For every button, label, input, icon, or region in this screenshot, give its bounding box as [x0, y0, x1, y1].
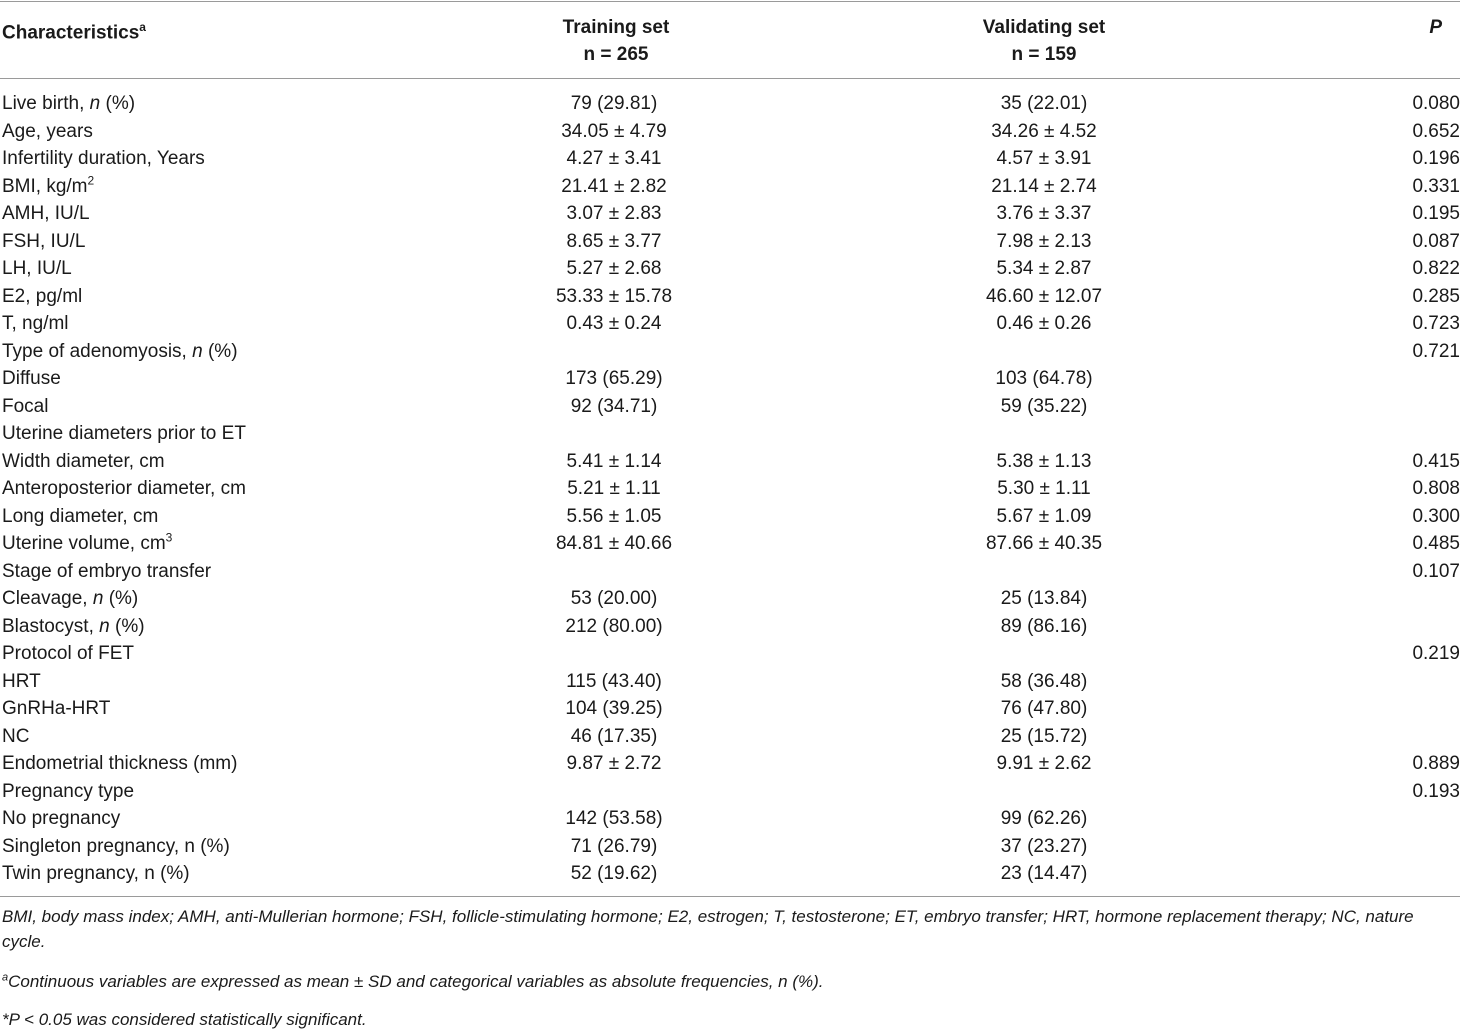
table-row	[0, 228, 1460, 256]
table-row	[0, 750, 1460, 778]
row-p-value: 0.808	[1412, 478, 1460, 499]
table-row	[0, 558, 1460, 586]
row-p-value: 0.822	[1412, 258, 1460, 279]
row-training-value: 212 (80.00)	[565, 615, 663, 637]
table-row	[0, 613, 1460, 641]
row-training-value: 5.41 ± 1.14	[566, 450, 662, 472]
table-row	[0, 393, 1460, 421]
row-p-value: 0.107	[1412, 560, 1460, 582]
row-training-value: 21.41 ± 2.82	[561, 175, 667, 197]
row-validating-value: 0.46 ± 0.26	[996, 313, 1092, 334]
row-characteristic: NC	[2, 725, 30, 747]
row-p-value: 0.196	[1412, 148, 1460, 169]
row-validating-value: 76 (47.80)	[1000, 698, 1088, 719]
table-row	[0, 448, 1460, 476]
table-row	[0, 503, 1460, 531]
row-validating-value: 5.34 ± 2.87	[996, 258, 1092, 279]
row-validating-value: 4.57 ± 3.91	[996, 148, 1092, 169]
row-validating-value: 58 (36.48)	[1000, 670, 1088, 692]
row-training-value: 46 (17.35)	[570, 725, 658, 747]
table-row	[0, 90, 1460, 118]
row-p-value: 0.652	[1412, 120, 1460, 142]
row-training-value: 173 (65.29)	[565, 368, 663, 389]
table-row	[0, 255, 1460, 283]
row-characteristic: Type of adenomyosis, n (%)	[2, 340, 238, 362]
row-training-value: 92 (34.71)	[570, 395, 658, 417]
row-validating-value: 46.60 ± 12.07	[985, 285, 1103, 307]
table-row	[0, 530, 1460, 558]
row-validating-value: 3.76 ± 3.37	[996, 203, 1092, 224]
row-validating-value: 21.14 ± 2.74	[991, 175, 1097, 197]
row-training-value: 53 (20.00)	[570, 588, 658, 609]
row-p-value: 0.889	[1412, 753, 1460, 774]
row-p-value: 0.415	[1412, 450, 1460, 472]
row-training-value: 8.65 ± 3.77	[566, 230, 662, 252]
row-characteristic: AMH, IU/L	[2, 203, 90, 224]
row-training-value: 34.05 ± 4.79	[561, 120, 667, 142]
row-training-value: 53.33 ± 15.78	[555, 285, 673, 307]
row-p-value: 0.080	[1412, 93, 1460, 114]
row-training-value: 5.21 ± 1.11	[567, 478, 661, 499]
table-row	[0, 420, 1460, 448]
row-characteristic: BMI, $kg/m^2$	[2, 173, 95, 197]
row-p-value: 0.485	[1412, 533, 1460, 554]
row-validating-value: 59 (35.22)	[1000, 395, 1088, 417]
row-validating-value: 103 (64.78)	[995, 368, 1093, 389]
row-training-value: 104 (39.25)	[565, 698, 663, 719]
row-p-value: 0.285	[1412, 285, 1460, 307]
row-p-value: 0.219	[1412, 643, 1460, 664]
row-training-value: 5.56 ± 1.05	[566, 505, 662, 527]
row-validating-value: 37 (23.27)	[1000, 835, 1088, 857]
row-validating-value: 99 (62.26)	[1000, 808, 1088, 829]
row-p-value: 0.193	[1412, 780, 1460, 802]
header-training-set: Training set n = 265	[562, 17, 670, 65]
table-body	[0, 90, 1460, 888]
row-training-value: 115 (43.40)	[566, 670, 662, 692]
table-row	[0, 723, 1460, 751]
row-training-value: 4.27 ± 3.41	[566, 148, 662, 169]
row-training-value: 84.81 ± 40.66	[555, 533, 673, 554]
table-top-rule	[0, 1, 1460, 2]
row-characteristic: E2, pg/ml	[2, 285, 83, 307]
table-row	[0, 475, 1460, 503]
row-training-value: 9.87 ± 2.72	[566, 753, 662, 774]
row-validating-value: 23 (14.47)	[1000, 863, 1088, 884]
row-validating-value: 34.26 ± 4.52	[991, 120, 1097, 142]
row-characteristic: Uterine diameters prior to ET	[2, 423, 246, 444]
row-p-value: 0.331	[1412, 175, 1460, 197]
row-p-value: 0.723	[1412, 313, 1460, 334]
table-row	[0, 338, 1460, 366]
table-row	[0, 640, 1460, 668]
header-validating-set: Validating set n = 159	[982, 17, 1106, 65]
table-row	[0, 365, 1460, 393]
table-row	[0, 833, 1460, 861]
row-characteristic: Long diameter, cm	[2, 505, 159, 527]
row-p-value: 0.721	[1412, 340, 1460, 362]
row-characteristic: Singleton pregnancy, n (%)	[2, 835, 230, 857]
row-training-value: 71 (26.79)	[570, 835, 658, 857]
table-row	[0, 145, 1460, 173]
row-characteristic: Width diameter, cm	[2, 450, 165, 472]
row-p-value: 0.195	[1412, 203, 1460, 224]
row-validating-value: 25 (15.72)	[1000, 725, 1088, 747]
row-characteristic: Live birth, n (%)	[2, 93, 136, 114]
row-characteristic: Uterine volume, $cm^3$	[2, 530, 173, 554]
row-validating-value: 5.30 ± 1.11	[997, 478, 1091, 499]
row-p-value: 0.087	[1412, 230, 1460, 252]
footnote-abbreviations: BMI, body mass index; AMH, anti-Mullerian hormone; FSH, follicle-stimulating hormone; E2, estrogen; T, testosterone; ET, embryo transfer; HRT, hormone replacement therapy; NC, nature cycle.	[2, 907, 1414, 951]
row-training-value: 142 (53.58)	[565, 808, 663, 829]
row-training-value: 79 (29.81)	[570, 93, 658, 114]
row-characteristic: FSH, IU/L	[2, 230, 86, 252]
table-row	[0, 860, 1460, 888]
row-characteristic: Twin pregnancy, n (%)	[2, 863, 190, 884]
header-p-value: P	[1429, 17, 1442, 38]
table-row	[0, 778, 1460, 806]
table-footnotes	[2, 904, 1458, 1032]
row-validating-value: 5.67 ± 1.09	[996, 505, 1092, 527]
table-header	[0, 14, 1460, 74]
row-p-value: 0.300	[1412, 505, 1460, 527]
row-training-value: 5.27 ± 2.68	[566, 258, 662, 279]
row-validating-value: 87.66 ± 40.35	[985, 533, 1103, 554]
row-characteristic: Infertility duration, Years	[2, 148, 205, 169]
row-training-value: 3.07 ± 2.83	[566, 203, 662, 224]
row-characteristic: GnRHa-HRT	[2, 698, 111, 719]
row-validating-value: 9.91 ± 2.62	[996, 753, 1092, 774]
row-characteristic: Stage of embryo transfer	[2, 560, 212, 582]
row-training-value: 52 (19.62)	[570, 863, 658, 884]
row-validating-value: 7.98 ± 2.13	[996, 230, 1092, 252]
header-bottom-rule	[0, 78, 1460, 79]
table-row	[0, 585, 1460, 613]
table-row	[0, 695, 1460, 723]
row-characteristic: No pregnancy	[2, 808, 121, 829]
row-characteristic: Endometrial thickness (mm)	[2, 753, 238, 774]
row-characteristic: Cleavage, n (%)	[2, 588, 139, 609]
row-characteristic: Diffuse	[2, 368, 61, 389]
table-row	[0, 668, 1460, 696]
row-characteristic: Blastocyst, n (%)	[2, 615, 145, 637]
row-validating-value: 89 (86.16)	[1000, 615, 1088, 637]
row-validating-value: 35 (22.01)	[1000, 93, 1088, 114]
table-row	[0, 805, 1460, 833]
table-row	[0, 200, 1460, 228]
row-characteristic: Pregnancy type	[2, 780, 135, 802]
footnote-p-significance: *P < 0.05 was considered statistically significant.	[2, 1010, 367, 1029]
row-characteristic: HRT	[2, 670, 41, 692]
row-characteristic: Protocol of FET	[2, 643, 134, 664]
table-row	[0, 283, 1460, 311]
row-validating-value: 5.38 ± 1.13	[996, 450, 1092, 472]
table-row	[0, 118, 1460, 146]
table-row	[0, 310, 1460, 338]
footnote-a: $^a$Continuous variables are expressed as mean ± SD and categorical variables as absolute frequencies, n (%).	[2, 971, 824, 991]
row-characteristic: Anteroposterior diameter, cm	[2, 478, 246, 499]
row-characteristic: Focal	[2, 395, 49, 417]
table-row	[0, 173, 1460, 201]
row-characteristic: LH, IU/L	[2, 258, 72, 279]
row-characteristic: Age, years	[2, 120, 93, 142]
row-validating-value: 25 (13.84)	[1000, 588, 1088, 609]
header-characteristics: Characteristics$^a$	[2, 20, 146, 44]
table-bottom-rule	[0, 896, 1460, 897]
row-training-value: 0.43 ± 0.24	[566, 313, 662, 334]
row-characteristic: T, ng/ml	[2, 313, 69, 334]
